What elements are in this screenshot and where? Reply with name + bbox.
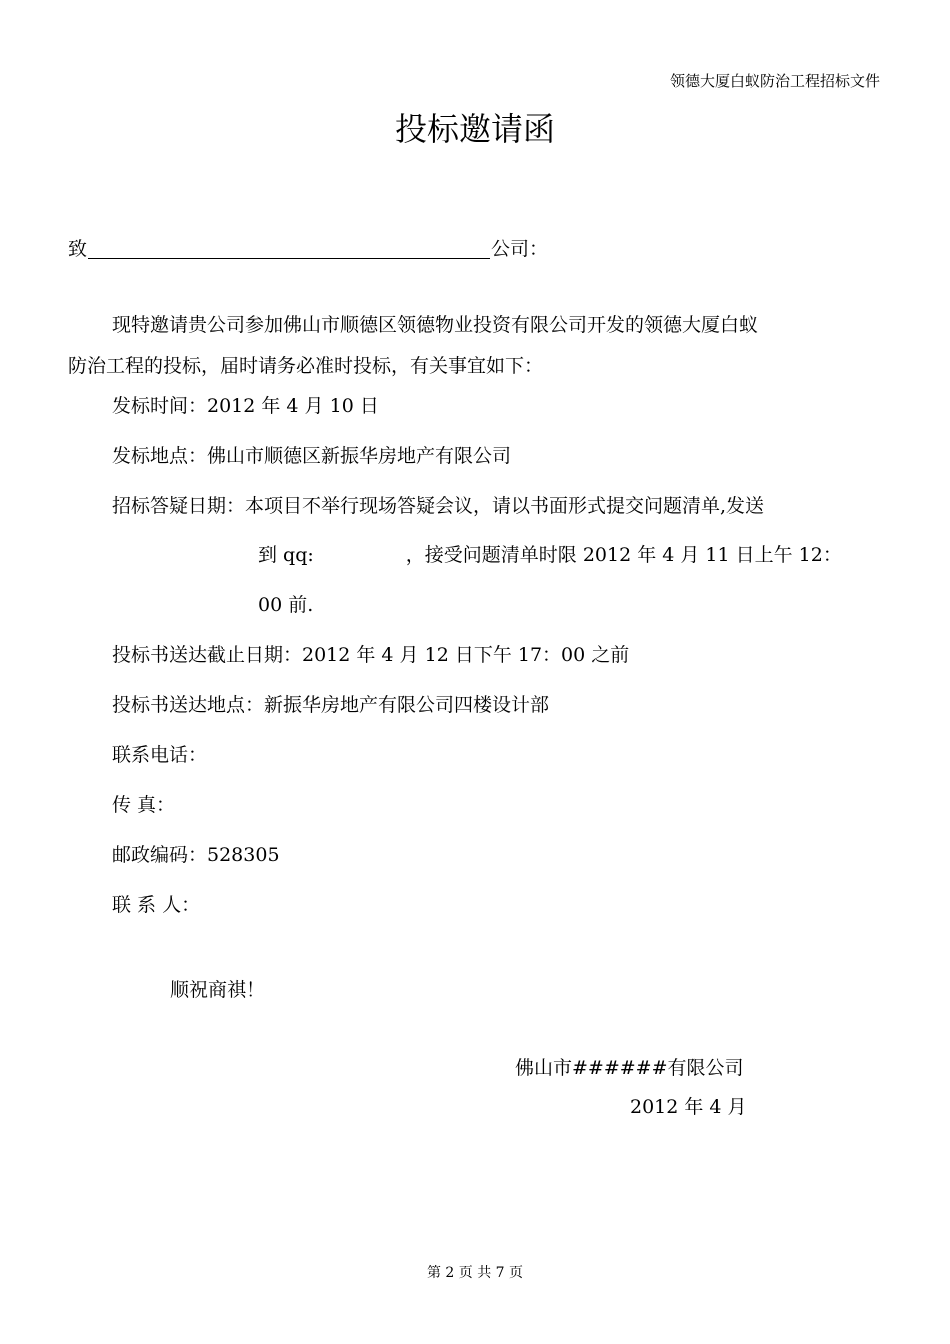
intro-line-2: 防治工程的投标，届时请务必准时投标，有关事宜如下： <box>68 355 544 377</box>
addressee-blank-field <box>88 236 490 259</box>
signer-company: 佛山市######有限公司 <box>515 1057 744 1079</box>
qa-qq-label: 到 qq: <box>258 544 314 566</box>
intro-line-1: 现特邀请贵公司参加佛山市顺德区领德物业投资有限公司开发的领德大厦白蚁 <box>112 314 759 336</box>
addressee-prefix: 致 <box>68 238 88 260</box>
issue-place: 发标地点：佛山市顺德区新振华房地产有限公司 <box>112 445 512 467</box>
postcode: 邮政编码：528305 <box>112 844 280 866</box>
contact-phone: 联系电话： <box>112 744 208 766</box>
addressee-suffix: 公司： <box>491 238 549 260</box>
signature-date: 2012 年 4 月 <box>630 1096 747 1118</box>
qa-deadline-text: ，接受问题清单时限 2012 年 4 月 11 日上午 12： <box>405 544 842 566</box>
addressee-line <box>68 236 548 259</box>
header-doc-note: 领德大厦白蚁防治工程招标文件 <box>669 72 880 90</box>
qa-line-2 <box>258 546 842 565</box>
contact-person: 联 系 人： <box>112 894 201 916</box>
page-footer: 第 2 页 共 7 页 <box>426 1265 524 1281</box>
delivery-place: 投标书送达地点：新振华房地产有限公司四楼设计部 <box>112 694 550 716</box>
issue-time: 发标时间：2012 年 4 月 10 日 <box>112 395 379 417</box>
qa-line-1: 招标答疑日期：本项目不举行现场答疑会议，请以书面形式提交问题清单,发送 <box>112 495 765 517</box>
qa-line-3: 00 前. <box>258 594 314 616</box>
contact-fax: 传 真： <box>112 794 176 816</box>
submission-deadline: 投标书送达截止日期：2012 年 4 月 12 日下午 17：00 之前 <box>112 644 630 666</box>
page-title: 投标邀请函 <box>394 110 555 148</box>
closing-greeting: 顺祝商祺！ <box>170 979 266 1001</box>
